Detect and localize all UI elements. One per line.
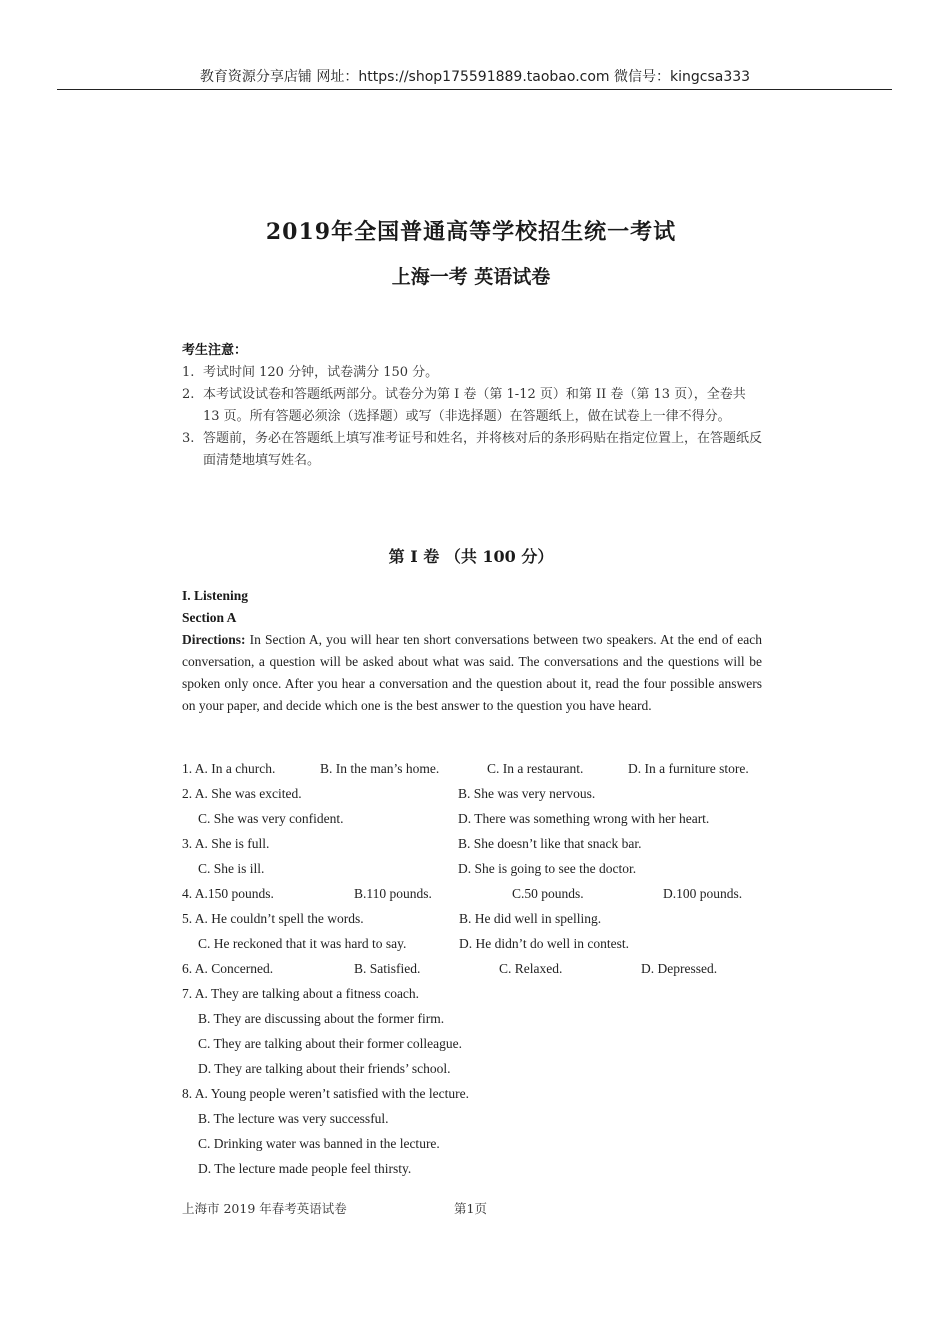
question-list — [182, 759, 782, 1184]
option-c: C. In a restaurant. — [487, 761, 584, 776]
notice-item — [182, 384, 762, 428]
notice-heading: 考生注意： — [182, 343, 248, 358]
option-a: 5. A. He couldn’t spell the words. — [182, 911, 364, 926]
part-one-title: 第 I 卷 （共 100 分） — [388, 547, 554, 566]
header-divider — [57, 89, 892, 90]
question-row — [182, 834, 782, 859]
notice-item-text: 考试时间 120 分钟，试卷满分 150 分。 — [203, 365, 439, 380]
question-row — [182, 1159, 782, 1184]
option-a: 3. A. She is full. — [182, 836, 270, 851]
directions-text: In Section A, you will hear ten short conversations between two speakers. At the end of each conversation, a question will be asked about what was said. The conversations and the questions will be spoken only once. After you hear a conversation and the question about it, read the four possible answers on your paper, and decide which one is the best answer to the question you have heard. — [182, 632, 762, 713]
option-d: D. He didn’t do well in contest. — [459, 936, 629, 951]
directions-label: Directions: — [182, 632, 246, 647]
option-a: 6. A. Concerned. — [182, 961, 274, 976]
notice-item-text: 答题前，务必在答题纸上填写准考证号和姓名，并将核对后的条形码贴在指定位置上，在答题纸反面清楚地填写姓名。 — [203, 431, 763, 468]
notice-item — [182, 362, 762, 384]
option-b: B. She was very nervous. — [458, 786, 596, 801]
listening-heading: I. Listening — [182, 588, 249, 603]
question-row — [182, 1084, 782, 1109]
section-a-heading: Section A — [182, 610, 237, 625]
option-d: D. In a furniture store. — [628, 761, 749, 776]
notice-item-text: 本考试设试卷和答题纸两部分。试卷分为第 I 卷（第 1-12 页）和第 II 卷（第 13 页），全卷共 13 页。所有答题必须涂（选择题）或写（非选择题）在答题纸上，做在试卷上一律不得分。 — [203, 387, 746, 424]
page-header: 教育资源分享店铺 网址：https://shop175591889.taobao.com 微信号：kingcsa333 — [199, 69, 751, 85]
question-row — [182, 1059, 782, 1084]
option-a: 8. A. Young people weren’t satisfied with the lecture. — [182, 1086, 469, 1101]
question-row — [182, 1009, 782, 1034]
question-row — [182, 1034, 782, 1059]
option-b: B. She doesn’t like that snack bar. — [458, 836, 642, 851]
listening-section — [182, 585, 762, 717]
option-c: C. Drinking water was banned in the lecture. — [198, 1136, 440, 1151]
question-row — [182, 884, 782, 909]
option-a: 7. A. They are talking about a fitness coach. — [182, 986, 420, 1001]
question-row — [182, 1134, 782, 1159]
question-row — [182, 984, 782, 1009]
option-c: C. They are talking about their former colleague. — [198, 1036, 463, 1051]
notice-item-number: 2. — [182, 387, 195, 402]
question-row — [182, 959, 782, 984]
question-row — [182, 784, 782, 809]
notice-item-number: 1. — [182, 365, 195, 380]
option-c: C. Relaxed. — [499, 961, 563, 976]
question-row — [182, 859, 782, 884]
option-a: 4. A.150 pounds. — [182, 886, 274, 901]
option-c: C. She was very confident. — [198, 811, 344, 826]
footer-page-number: 第1页 — [454, 1201, 487, 1216]
option-c: C.50 pounds. — [512, 886, 584, 901]
footer-exam-name: 上海市 2019 年春考英语试卷 — [182, 1201, 347, 1216]
exam-subtitle: 上海一考 英语试卷 — [391, 266, 551, 288]
option-b: B. The lecture was very successful. — [198, 1111, 389, 1126]
option-c: C. He reckoned that it was hard to say. — [198, 936, 407, 951]
notice-item — [182, 428, 762, 472]
candidate-notice — [182, 340, 762, 472]
exam-title: 2019年全国普通高等学校招生统一考试 — [265, 219, 677, 245]
option-d: D. Depressed. — [641, 961, 718, 976]
option-b: B. They are discussing about the former firm. — [198, 1011, 445, 1026]
question-row — [182, 809, 782, 834]
option-a: 1. A. In a church. — [182, 761, 276, 776]
option-c: C. She is ill. — [198, 861, 265, 876]
option-a: 2. A. She was excited. — [182, 786, 302, 801]
question-row — [182, 759, 782, 784]
directions-paragraph — [182, 629, 762, 717]
option-b: B. In the man’s home. — [320, 761, 440, 776]
option-d: D. There was something wrong with her heart. — [458, 811, 710, 826]
option-b: B. Satisfied. — [354, 961, 421, 976]
option-b: B.110 pounds. — [354, 886, 432, 901]
option-b: B. He did well in spelling. — [459, 911, 602, 926]
option-d: D.100 pounds. — [663, 886, 743, 901]
option-d: D. They are talking about their friends’ school. — [198, 1061, 451, 1076]
question-row — [182, 1109, 782, 1134]
option-d: D. The lecture made people feel thirsty. — [198, 1161, 412, 1176]
question-row — [182, 909, 782, 934]
option-d: D. She is going to see the doctor. — [458, 861, 637, 876]
question-row — [182, 934, 782, 959]
notice-item-number: 3. — [182, 431, 195, 446]
